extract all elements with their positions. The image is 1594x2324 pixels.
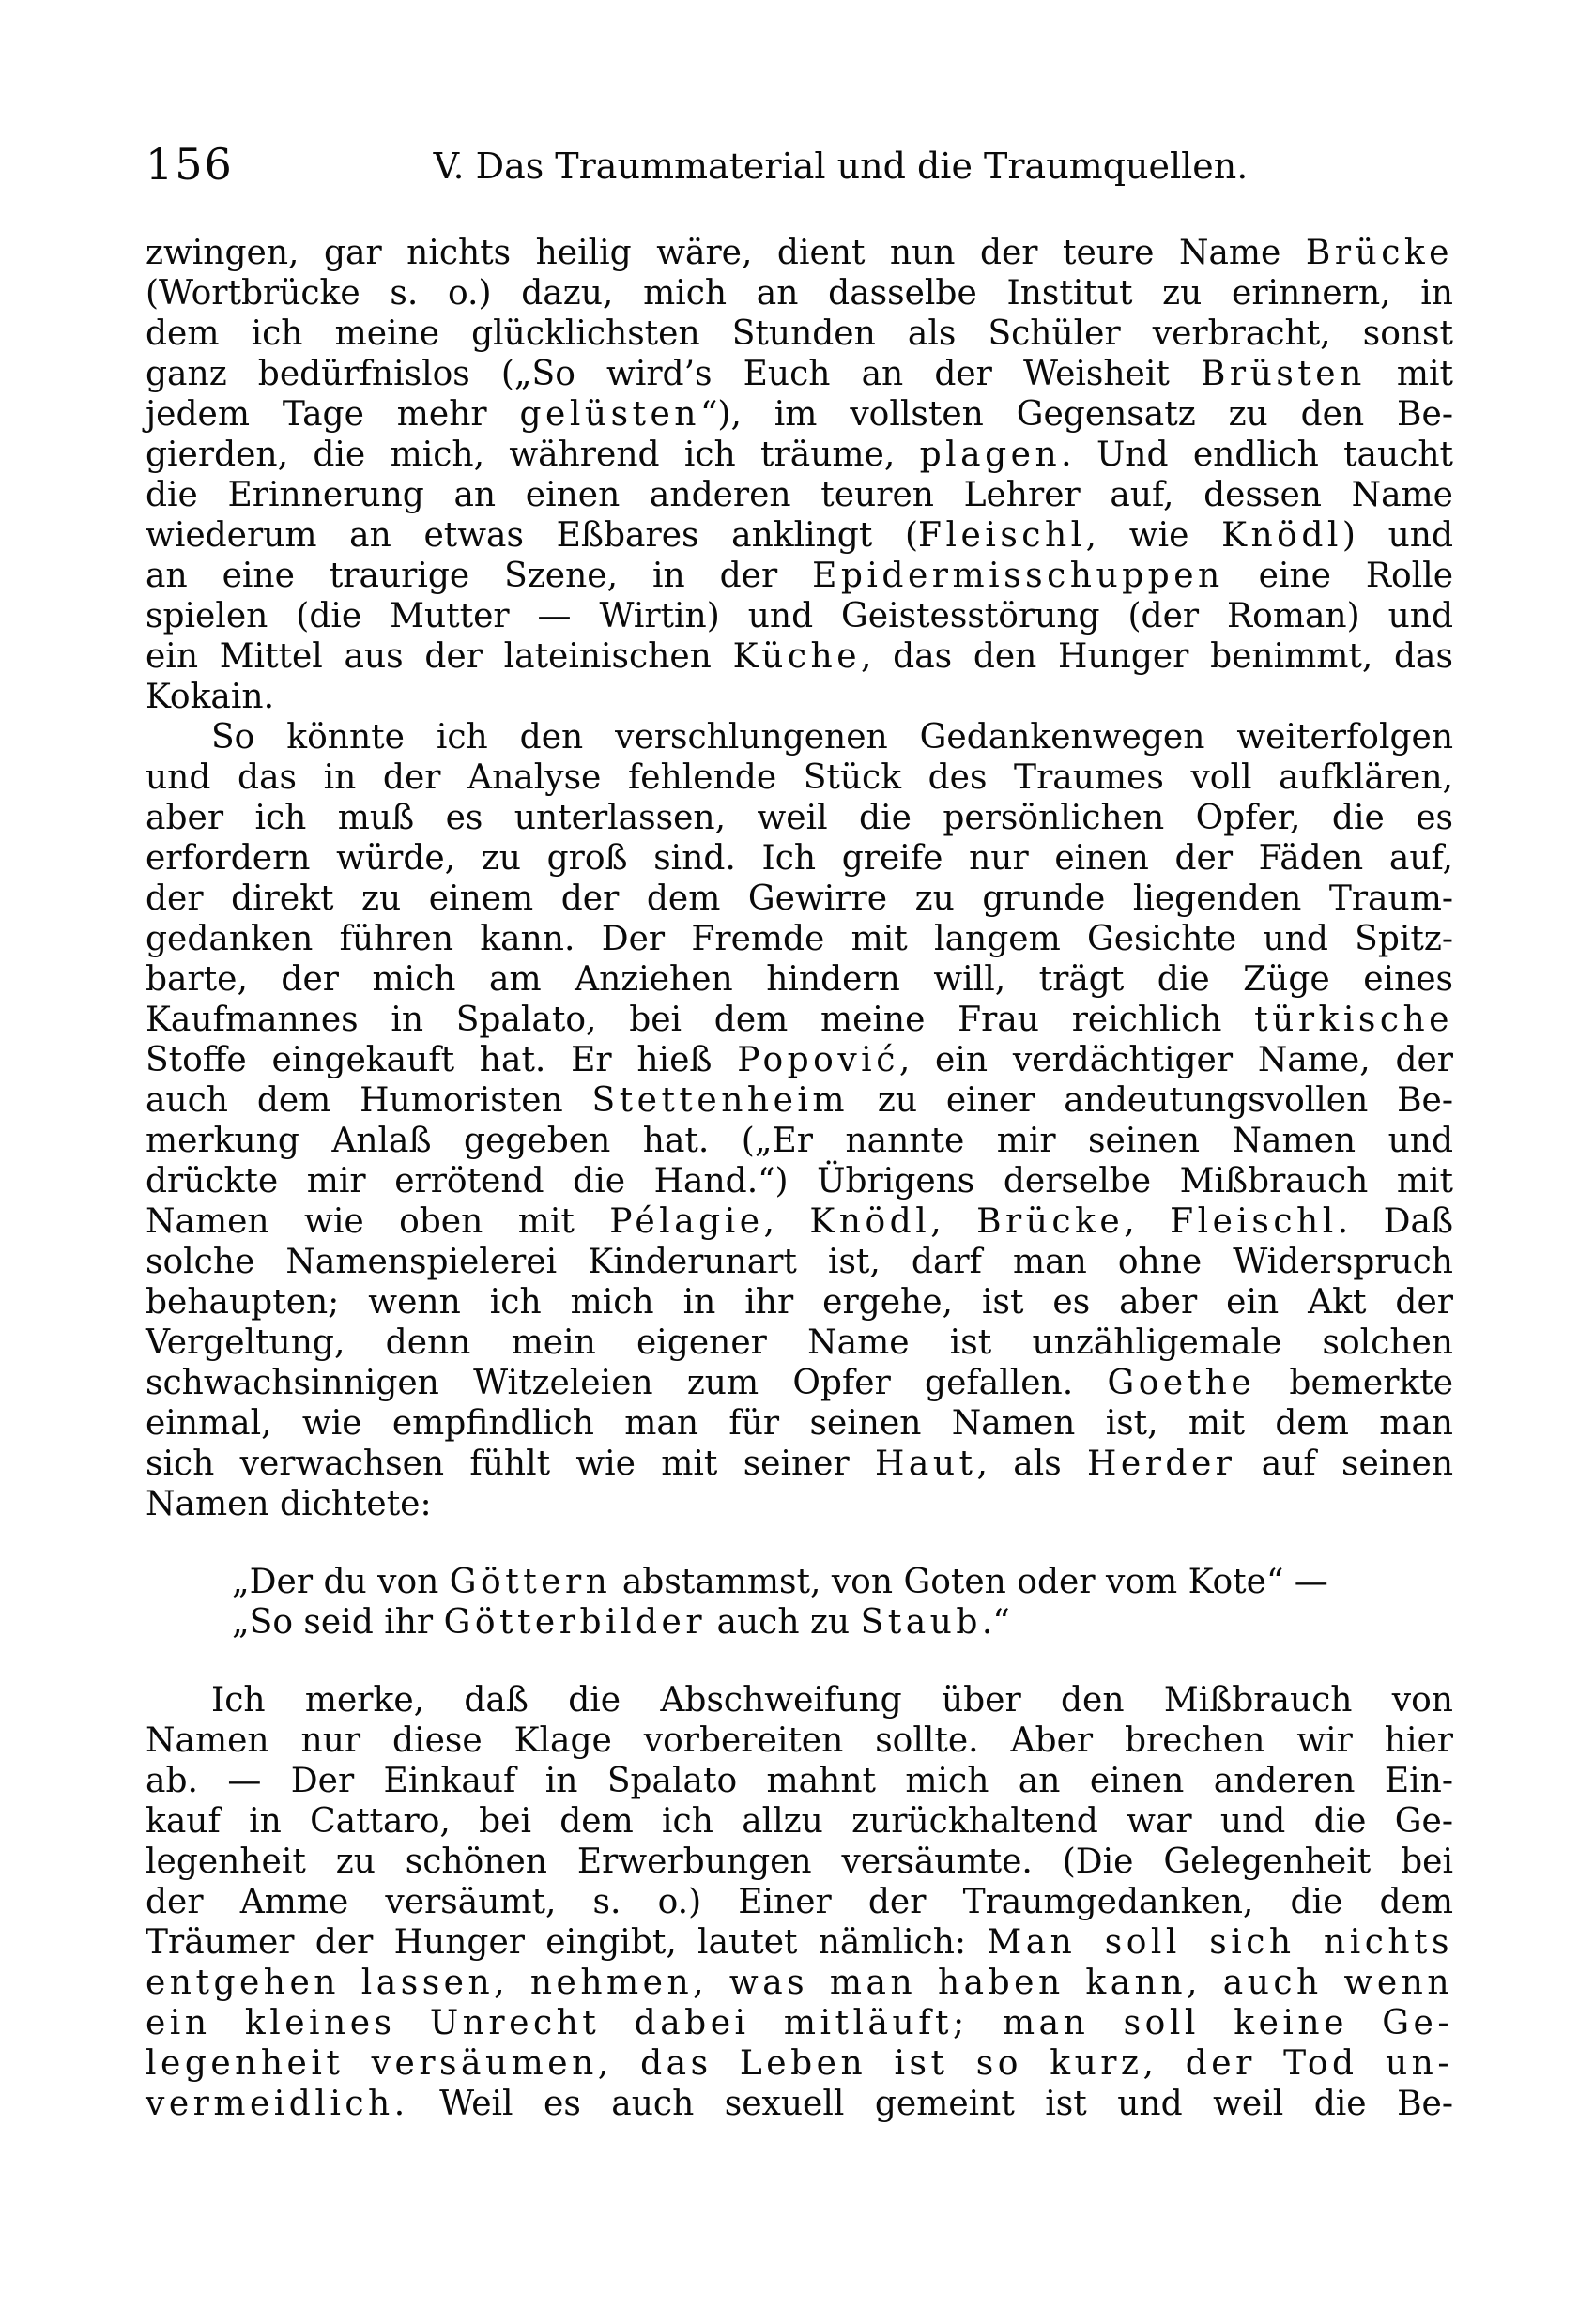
text-segment: gierden, die mich, während ich träume, — [146, 436, 920, 474]
running-header — [146, 137, 1453, 190]
text-segment: behaupten; wenn ich mich in ihr ergehe, ist es aber ein Akt der — [146, 1283, 1453, 1322]
text-line — [146, 757, 1453, 798]
text-segment: eine Rolle — [1223, 557, 1453, 595]
text-segment: Weil es auch sexuell gemeint ist und weil die Be- — [408, 2085, 1453, 2123]
text-line — [146, 1444, 1453, 1484]
text-line — [146, 2003, 1453, 2043]
text-segment: Kaufmannes in Spalato, bei dem meine Frau reichlich — [146, 1001, 1255, 1039]
verse-line — [232, 1562, 1453, 1602]
text-line — [146, 1720, 1453, 1761]
text-segment: , — [763, 1202, 810, 1241]
text-line — [146, 596, 1453, 636]
text-line — [146, 1403, 1453, 1444]
text-line — [146, 1484, 1453, 1524]
text-segment: spielen (die Mutter — Wirtin) und Geistesstörung (der Roman) und — [146, 597, 1453, 635]
text-segment: Stoffe eingekauft hat. Er hieß — [146, 1041, 738, 1079]
text-line — [146, 1842, 1453, 1882]
text-segment: Kokain. — [146, 678, 275, 716]
letterspaced-emphasis: Staub — [860, 1603, 982, 1642]
letterspaced-emphasis: Fleischl — [918, 516, 1086, 555]
text-segment: auch dem Humoristen — [146, 1081, 592, 1120]
text-segment: , als — [976, 1445, 1087, 1483]
text-segment: auch zu — [706, 1603, 861, 1642]
text-line — [146, 1761, 1453, 1801]
text-segment: . Und endlich taucht — [1061, 436, 1454, 474]
text-segment: So könnte ich den verschlungenen Gedankenwegen weiterfolgen — [211, 718, 1453, 757]
text-line — [146, 959, 1453, 1000]
letterspaced-emphasis: ein kleines Unrecht dabei mitläuft; man soll keine Ge- — [146, 2004, 1453, 2042]
text-line — [146, 1242, 1453, 1282]
letterspaced-emphasis: Popović — [737, 1041, 899, 1079]
letterspaced-emphasis: Herder — [1087, 1445, 1236, 1483]
text-segment: einmal, wie empfindlich man für seinen Namen ist, mit dem man — [146, 1404, 1453, 1443]
text-segment: ganz bedürfnislos („So wird’s Euch an der Weisheit — [146, 355, 1201, 393]
text-line — [146, 313, 1453, 354]
text-segment: , wie — [1085, 516, 1222, 555]
text-segment: erfordern würde, zu groß sind. Ich greife nur einen der Fäden auf, — [146, 839, 1453, 878]
text-segment: legenheit zu schönen Erwerbungen versäumte. (Die Gelegenheit bei — [146, 1842, 1453, 1881]
text-segment: Namen wie oben mit — [146, 1202, 610, 1241]
body-text — [146, 233, 1453, 2124]
letterspaced-emphasis: Knödl — [809, 1202, 931, 1241]
page-number: 156 — [146, 139, 234, 190]
text-segment: „Der du von — [232, 1563, 450, 1601]
text-line — [146, 515, 1453, 556]
letterspaced-emphasis: vermeidlich. — [146, 2085, 409, 2123]
text-segment: gedanken führen kann. Der Fremde mit langem Gesichte und Spitz- — [146, 920, 1453, 958]
text-line — [146, 1323, 1453, 1363]
text-line — [146, 1882, 1453, 1922]
text-segment: Ich merke, daß die Abschweifung über den Mißbrauch von — [211, 1681, 1453, 1720]
text-line — [146, 1282, 1453, 1323]
letterspaced-emphasis: Man soll sich nichts — [987, 1923, 1453, 1962]
text-line — [146, 2084, 1453, 2124]
letterspaced-emphasis: Küche — [732, 637, 862, 676]
letterspaced-emphasis: Epidermisschuppen — [812, 557, 1224, 595]
text-segment: abstammst, von Goten oder vom Kote“ — — [611, 1563, 1328, 1601]
text-segment: , das den Hunger benimmt, das — [861, 637, 1453, 676]
text-line — [146, 879, 1453, 919]
text-line — [146, 636, 1453, 677]
text-segment: Namen nur diese Klage vorbereiten sollte. Aber brechen wir hier — [146, 1721, 1453, 1760]
text-segment: wiederum an etwas Eßbares anklingt ( — [146, 516, 919, 555]
text-segment: bemerkte — [1255, 1364, 1453, 1402]
letterspaced-emphasis: Brücke — [1305, 234, 1453, 272]
text-segment: .“ — [981, 1603, 1010, 1642]
letterspaced-emphasis: Fleischl — [1170, 1202, 1338, 1241]
text-line — [146, 1680, 1453, 1720]
letterspaced-emphasis: Brüsten — [1200, 355, 1366, 393]
text-line — [146, 1801, 1453, 1842]
letterspaced-emphasis: türkische — [1254, 1001, 1453, 1039]
text-line — [146, 1922, 1453, 1963]
letterspaced-emphasis: Götterbilder — [443, 1603, 707, 1642]
text-segment: zu einer andeutungsvollen Be- — [849, 1081, 1454, 1120]
text-line — [146, 273, 1453, 313]
letterspaced-emphasis: entgehen lassen, nehmen, was man haben kann, auch wenn — [146, 1964, 1453, 2002]
letterspaced-emphasis: Pélagie — [609, 1202, 764, 1241]
text-segment: „So seid ihr — [232, 1603, 444, 1642]
text-line — [146, 838, 1453, 879]
text-line — [146, 1201, 1453, 1242]
text-segment: ab. — Der Einkauf in Spalato mahnt mich an einen anderen Ein- — [146, 1762, 1453, 1800]
text-segment: ein Mittel aus der lateinischen — [146, 637, 733, 676]
text-segment: und das in der Analyse fehlende Stück des Traumes voll aufklären, — [146, 758, 1453, 797]
letterspaced-emphasis: Göttern — [449, 1563, 612, 1601]
text-segment: schwachsinnigen Witzeleien zum Opfer gefallen. — [146, 1364, 1108, 1402]
chapter-running-title: V. Das Traummaterial und die Traumquellen. — [433, 145, 1249, 187]
text-line — [146, 1080, 1453, 1121]
text-segment: an eine traurige Szene, in der — [146, 557, 813, 595]
text-segment: dem ich meine glücklichsten Stunden als Schüler verbracht, sonst — [146, 314, 1453, 353]
text-segment: barte, der mich am Anziehen hindern will, trägt die Züge eines — [146, 960, 1453, 999]
text-line — [146, 394, 1453, 435]
text-line — [146, 354, 1453, 394]
text-segment: , — [930, 1202, 977, 1241]
letterspaced-emphasis: Stettenheim — [591, 1081, 850, 1120]
text-segment: solche Namenspielerei Kinderunart ist, darf man ohne Widerspruch — [146, 1243, 1453, 1281]
text-line — [146, 1121, 1453, 1161]
text-line — [146, 233, 1453, 273]
text-segment: , ein verdächtiger Name, der — [898, 1041, 1453, 1079]
letterspaced-emphasis: Haut — [874, 1445, 977, 1483]
text-segment: auf seinen — [1235, 1445, 1454, 1483]
letterspaced-emphasis: plagen — [919, 436, 1062, 474]
text-line — [146, 1040, 1453, 1080]
letterspaced-emphasis: gelüsten — [519, 395, 700, 434]
text-segment: mit — [1365, 355, 1453, 393]
text-line — [146, 1000, 1453, 1040]
text-segment: drückte mir errötend die Hand.“) Übrigens derselbe Mißbrauch mit — [146, 1162, 1453, 1200]
text-line — [146, 475, 1453, 515]
text-segment: sich verwachsen fühlt wie mit seiner — [146, 1445, 875, 1483]
text-segment: zwingen, gar nichts heilig wäre, dient nun der teure Name — [146, 234, 1306, 272]
text-line — [146, 919, 1453, 959]
text-segment: , — [1124, 1202, 1171, 1241]
text-line — [146, 2043, 1453, 2084]
text-line — [146, 556, 1453, 596]
text-segment: merkung Anlaß gegeben hat. („Er nannte mir seinen Namen und — [146, 1122, 1453, 1160]
verse-line — [232, 1602, 1453, 1643]
text-segment: Vergeltung, denn mein eigener Name ist unzähligemale solchen — [146, 1323, 1453, 1362]
text-segment: kauf in Cattaro, bei dem ich allzu zurückhaltend war und die Ge- — [146, 1802, 1453, 1841]
letterspaced-emphasis: Knödl — [1221, 516, 1342, 555]
text-segment: der Amme versäumt, s. o.) Einer der Traumgedanken, die dem — [146, 1883, 1453, 1921]
text-segment: aber ich muß es unterlassen, weil die persönlichen Opfer, die es — [146, 799, 1453, 837]
text-segment: der direkt zu einem der dem Gewirre zu grunde liegenden Traum- — [146, 879, 1453, 918]
text-segment: (Wortbrücke s. o.) dazu, mich an dasselbe Institut zu erinnern, in — [146, 274, 1453, 313]
text-segment: Namen dichtete: — [146, 1485, 432, 1523]
text-line — [146, 1963, 1453, 2003]
text-line — [146, 1363, 1453, 1403]
text-segment: die Erinnerung an einen anderen teuren Lehrer auf, dessen Name — [146, 476, 1453, 514]
text-segment: jedem Tage mehr — [146, 395, 520, 434]
text-segment: . Daß — [1337, 1202, 1453, 1241]
text-line — [146, 435, 1453, 475]
text-segment: Träumer der Hunger eingibt, lautet nämlich: — [146, 1923, 988, 1962]
text-line — [146, 717, 1453, 757]
letterspaced-emphasis: legenheit versäumen, das Leben ist so kurz, der Tod un- — [146, 2044, 1453, 2083]
letterspaced-emphasis: Goethe — [1107, 1364, 1256, 1402]
text-line — [146, 798, 1453, 838]
text-line — [146, 1161, 1453, 1201]
text-segment: ) und — [1341, 516, 1453, 555]
text-segment: “), im vollsten Gegensatz zu den Be- — [700, 395, 1453, 434]
text-line — [146, 677, 1453, 717]
letterspaced-emphasis: Brücke — [976, 1202, 1125, 1241]
